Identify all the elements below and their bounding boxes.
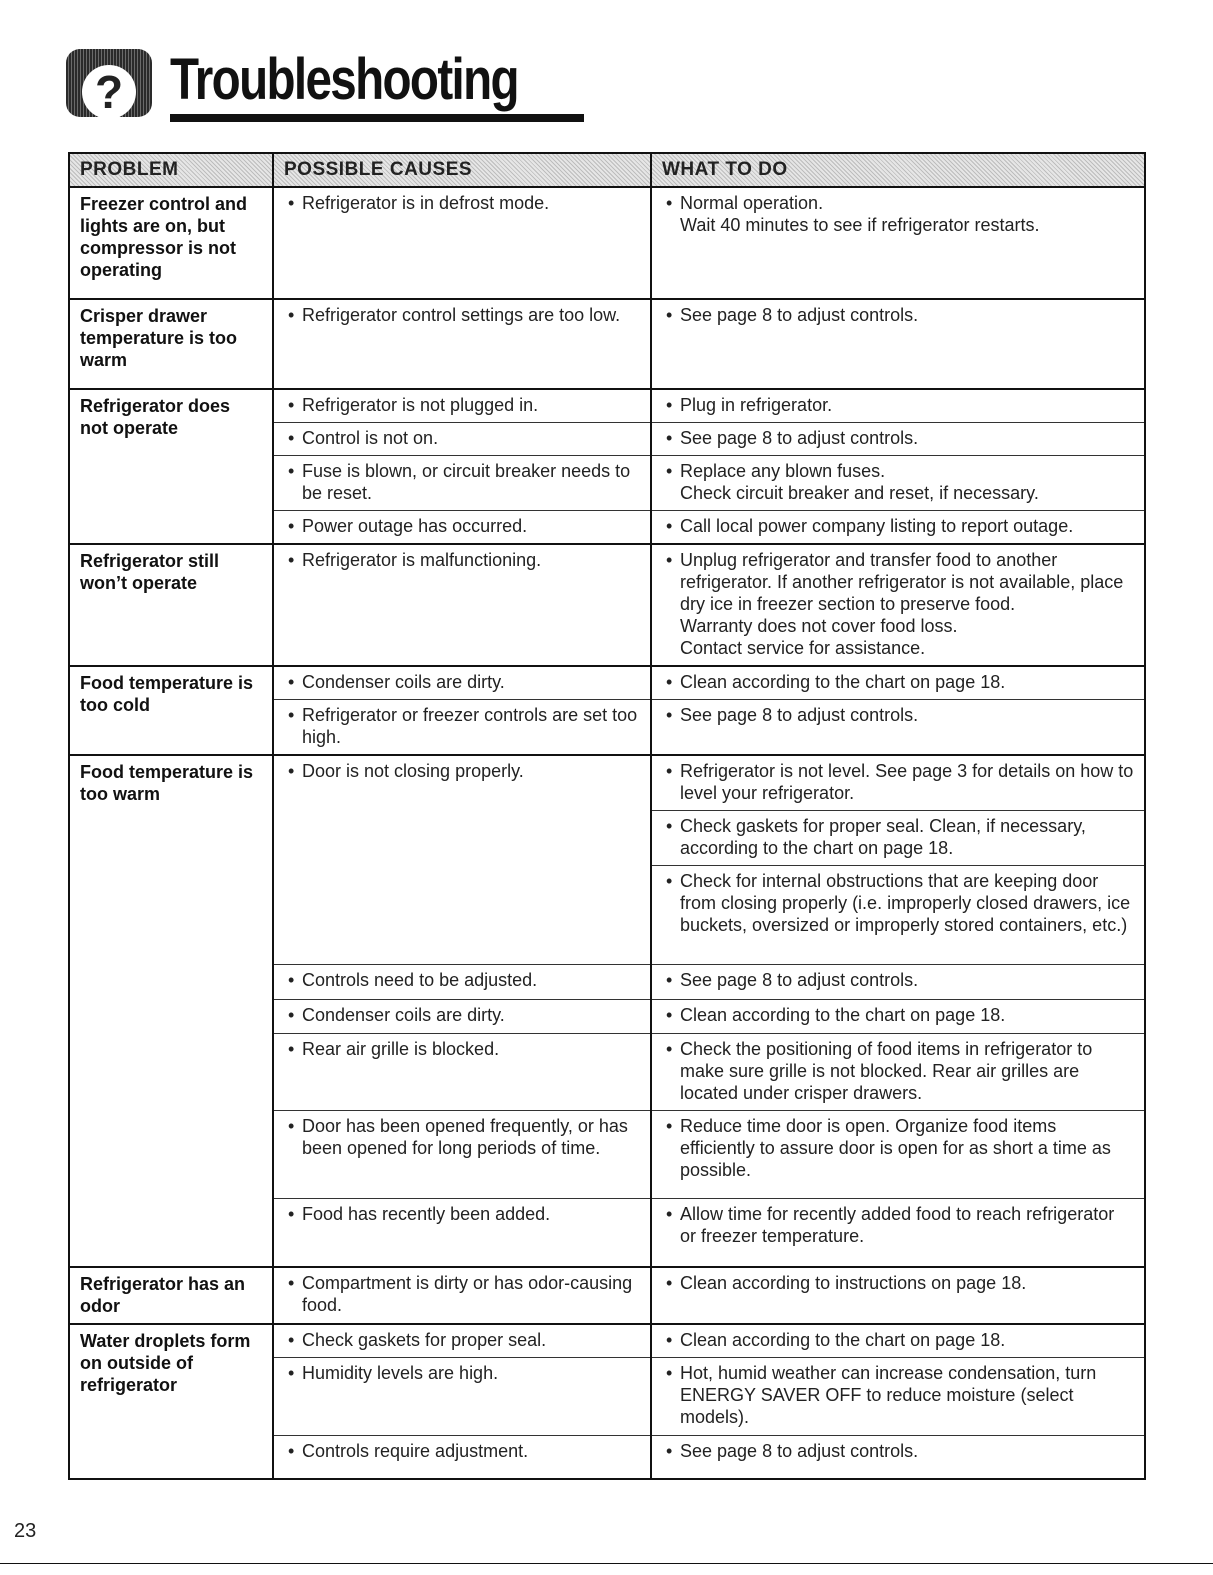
cause-cell xyxy=(273,1111,651,1199)
action-text: • Refrigerator is not level. See page 3 for details on how to level your refrigerator. xyxy=(680,761,1134,803)
cause-cell xyxy=(273,1357,651,1435)
action-text: • See page 8 to adjust controls. xyxy=(680,428,919,448)
action-text: • Replace any blown fuses. xyxy=(680,461,886,481)
action-cell xyxy=(651,1435,1145,1479)
problem-cell: Crisper drawer temperature is too warm xyxy=(69,299,273,389)
action-item xyxy=(662,192,1134,236)
action-cell xyxy=(651,700,1145,756)
action-cell xyxy=(651,811,1145,866)
action-item xyxy=(662,1329,1134,1351)
action-cell xyxy=(651,755,1145,811)
action-item xyxy=(662,704,1134,726)
table-body xyxy=(69,187,1145,1479)
troubleshooting-table xyxy=(68,152,1146,1480)
cause-cell xyxy=(273,187,651,299)
cause-text: • Power outage has occurred. xyxy=(284,515,640,537)
cause-text: • Door is not closing properly. xyxy=(284,760,640,782)
page-header xyxy=(66,40,526,128)
action-item xyxy=(662,1440,1134,1462)
cause-cell xyxy=(273,1324,651,1358)
cause-cell xyxy=(273,511,651,545)
cause-cell xyxy=(273,1435,651,1479)
cause-text: • Refrigerator or freezer controls are set too high. xyxy=(284,704,640,748)
action-text: • Reduce time door is open. Organize food items efficiently to assure door is open for as short a time as possible. xyxy=(680,1116,1111,1180)
table-row xyxy=(69,389,1145,423)
action-text: • Allow time for recently added food to reach refrigerator or freezer temperature. xyxy=(680,1204,1115,1246)
action-cell xyxy=(651,1267,1145,1324)
action-item xyxy=(662,1203,1134,1247)
page-title: Troubleshooting xyxy=(170,47,518,112)
action-item xyxy=(662,671,1134,693)
action-item xyxy=(662,870,1134,936)
cause-cell xyxy=(273,700,651,756)
action-text: • Hot, humid weather can increase condensation, turn ENERGY SAVER OFF to reduce moisture (select models). xyxy=(680,1362,1097,1427)
cause-cell xyxy=(273,666,651,700)
action-cell xyxy=(651,389,1145,423)
cause-cell xyxy=(273,456,651,511)
action-text: • Unplug refrigerator and transfer food to another refrigerator. If another refrigerator is not available, place dry ice in freezer section to preserve food. xyxy=(680,550,1124,614)
table-header-row xyxy=(69,153,1145,187)
bottom-rule xyxy=(0,1563,1213,1564)
action-text: • Clean according to the chart on page 18. xyxy=(680,1005,1006,1025)
action-text: • Clean according to the chart on page 18. xyxy=(680,1329,1006,1350)
action-cell xyxy=(651,1199,1145,1267)
table-row xyxy=(69,544,1145,666)
action-item xyxy=(662,1115,1134,1181)
problem-cell: Refrigerator does not operate xyxy=(69,389,273,544)
cause-text: • Refrigerator is in defrost mode. xyxy=(284,192,640,214)
action-cell xyxy=(651,1357,1145,1435)
cause-text: • Controls require adjustment. xyxy=(284,1440,640,1462)
action-item xyxy=(662,1004,1134,1026)
cause-text: • Door has been opened frequently, or has been opened for long periods of time. xyxy=(284,1115,640,1159)
cause-text: • Controls need to be adjusted. xyxy=(284,969,640,991)
action-text: Check circuit breaker and reset, if necessary. xyxy=(680,483,1039,503)
table-row xyxy=(69,666,1145,700)
problem-cell: Refrigerator still won’t operate xyxy=(69,544,273,666)
action-item xyxy=(662,427,1134,449)
problem-cell: Food temperature is too warm xyxy=(69,755,273,1267)
table-row xyxy=(69,1267,1145,1324)
cause-cell xyxy=(273,423,651,456)
action-text: Wait 40 minutes to see if refrigerator restarts. xyxy=(680,215,1040,235)
action-cell xyxy=(651,187,1145,299)
action-item xyxy=(662,304,1134,326)
action-cell xyxy=(651,511,1145,545)
cause-text: • Condenser coils are dirty. xyxy=(284,1004,640,1026)
column-header-what-to-do: WHAT TO DO xyxy=(651,153,1145,187)
action-text: • Clean according to the chart on page 18. xyxy=(680,672,1006,692)
action-text: • See page 8 to adjust controls. xyxy=(680,705,919,725)
problem-cell: Refrigerator has an odor xyxy=(69,1267,273,1324)
table-row xyxy=(69,755,1145,811)
cause-cell xyxy=(273,299,651,389)
column-header-possible-causes: POSSIBLE CAUSES xyxy=(273,153,651,187)
cause-text: • Condenser coils are dirty. xyxy=(284,671,640,693)
cause-cell xyxy=(273,1034,651,1111)
action-text: • See page 8 to adjust controls. xyxy=(680,970,919,990)
cause-cell xyxy=(273,1000,651,1034)
question-mark-icon xyxy=(66,49,152,117)
cause-text: • Refrigerator control settings are too low. xyxy=(284,304,640,326)
cause-text: • Food has recently been added. xyxy=(284,1203,640,1225)
action-item xyxy=(662,815,1134,859)
title-underline xyxy=(170,114,584,122)
action-cell xyxy=(651,965,1145,1000)
action-cell xyxy=(651,1111,1145,1199)
action-cell xyxy=(651,423,1145,456)
problem-cell: Water droplets form on outside of refrigerator xyxy=(69,1324,273,1480)
action-item xyxy=(662,760,1134,804)
cause-text: • Refrigerator is malfunctioning. xyxy=(284,549,640,571)
action-item xyxy=(662,394,1134,416)
action-text: Warranty does not cover food loss. xyxy=(680,616,958,636)
table-row xyxy=(69,1324,1145,1358)
action-text: Contact service for assistance. xyxy=(680,638,926,658)
cause-cell xyxy=(273,1267,651,1324)
action-text: • Check gaskets for proper seal. Clean, if necessary, according to the chart on page 18. xyxy=(680,816,1086,858)
action-item xyxy=(662,1362,1134,1428)
action-text: • Clean according to instructions on page 18. xyxy=(680,1272,1027,1293)
action-text: • Check for internal obstructions that are keeping door from closing properly (i.e. improperly closed drawers, ice buckets, oversized or improperly stored containers, etc.) xyxy=(680,871,1131,935)
column-header-problem: PROBLEM xyxy=(69,153,273,187)
action-text: • Plug in refrigerator. xyxy=(680,395,833,415)
problem-cell: Freezer control and lights are on, but compressor is not operating xyxy=(69,187,273,299)
cause-text: • Humidity levels are high. xyxy=(284,1362,640,1384)
action-cell xyxy=(651,1324,1145,1358)
action-cell xyxy=(651,544,1145,666)
action-cell xyxy=(651,1000,1145,1034)
action-cell xyxy=(651,456,1145,511)
cause-cell xyxy=(273,965,651,1000)
cause-text: • Fuse is blown, or circuit breaker needs to be reset. xyxy=(284,460,640,504)
question-mark-glyph: ? xyxy=(82,65,136,119)
action-text: • See page 8 to adjust controls. xyxy=(680,1440,919,1461)
table-row xyxy=(69,299,1145,389)
cause-text: • Refrigerator is not plugged in. xyxy=(284,394,640,416)
cause-text: • Control is not on. xyxy=(284,427,640,449)
cause-text: • Compartment is dirty or has odor-causing food. xyxy=(284,1272,640,1316)
action-item xyxy=(662,460,1134,504)
cause-text: • Check gaskets for proper seal. xyxy=(284,1329,640,1351)
table-row xyxy=(69,187,1145,299)
page-number: 23 xyxy=(14,1520,37,1542)
problem-cell: Food temperature is too cold xyxy=(69,666,273,755)
action-item xyxy=(662,1272,1134,1294)
cause-cell xyxy=(273,389,651,423)
action-cell xyxy=(651,866,1145,965)
action-cell xyxy=(651,299,1145,389)
action-cell xyxy=(651,1034,1145,1111)
action-text: • Call local power company listing to report outage. xyxy=(680,516,1074,536)
action-text: • Check the positioning of food items in refrigerator to make sure grille is not blocked. Rear air grilles are located under crisper drawers. xyxy=(680,1039,1093,1103)
action-item xyxy=(662,969,1134,991)
action-item xyxy=(662,515,1134,537)
cause-text: • Rear air grille is blocked. xyxy=(284,1038,640,1060)
action-cell xyxy=(651,666,1145,700)
action-item xyxy=(662,1038,1134,1104)
action-text: • Normal operation. xyxy=(680,193,824,213)
action-item xyxy=(662,549,1134,659)
cause-cell xyxy=(273,1199,651,1267)
action-text: • See page 8 to adjust controls. xyxy=(680,305,919,325)
cause-cell xyxy=(273,755,651,965)
cause-cell xyxy=(273,544,651,666)
